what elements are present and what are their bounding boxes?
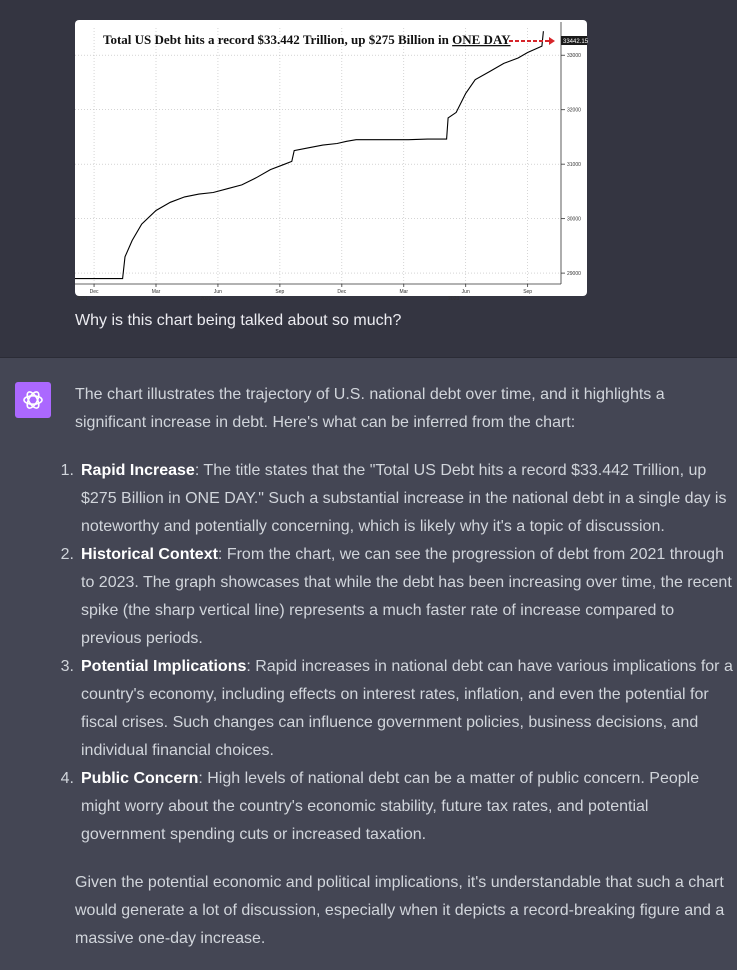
debt-chart [75,20,589,302]
x-tick-label: Sep [275,289,285,295]
point-title: Public Concern [81,770,199,787]
answer-intro: The chart illustrates the trajectory of U.S. national debt over time, and it highlights a significant increase in debt. Here's what can be inferred from the chart: [75,386,665,431]
point-title: Historical Context [81,546,218,563]
user-message [0,0,737,358]
y-tick-label: 32000 [567,107,581,114]
point-title: Rapid Increase [81,462,195,479]
list-item [60,541,737,653]
x-year-label: 2023 [448,296,460,302]
chart-title [103,32,511,47]
point-body: : The title states that the "Total US Debt hits a record $33.442 Trillion, up $275 Billion in ONE DAY." Such a substantial increase in the national debt in a single day is noteworthy and potentially concerning, which is likely why it's a topic of discussion. [81,462,727,535]
openai-logo-icon [21,388,45,412]
y-tick-label: 33000 [567,53,581,60]
list-number: 4. [60,770,74,787]
list-number: 3. [60,658,74,675]
x-tick-label: Sep [523,289,533,295]
list-item [60,457,737,541]
assistant-answer [60,381,737,953]
point-body: : High levels of national debt can be a matter of public concern. People might worry about the country's economic stability, future tax rates, and potential government spending cuts or increased taxation. [81,770,700,843]
chart-title-emphasis: ONE DAY [452,32,511,47]
chart-image[interactable] [75,20,589,302]
y-tick-label: 30000 [567,216,581,223]
last-value-label: 33442.15 [563,39,589,45]
x-year-label: 2022 [200,296,212,302]
list-item [60,765,737,849]
x-year-label: 2021 [76,296,88,302]
last-value-badge [561,36,589,45]
series-line [75,31,543,278]
answer-points [60,457,737,849]
y-tick-label: 31000 [567,162,581,169]
user-question: Why is this chart being talked about so much? [75,312,402,329]
x-tick-label: Jun [461,289,470,295]
x-tick-label: Mar [399,289,409,295]
list-number: 1. [60,462,74,479]
list-number: 2. [60,546,74,563]
x-tick-label: Dec [89,289,99,295]
point-body: : Rapid increases in national debt can have various implications for a country's economy, including effects on interest rates, inflation, and even the potential for fiscal crises. Such changes can influence government policies, business decisions, and individual financial choices. [81,658,733,759]
point-body: : From the chart, we can see the progression of debt from 2021 through to 2023. The graph showcases that while the debt has been increasing over time, the recent spike (the sharp vertical line) represents a much faster rate of increase compared to previous periods. [81,546,732,647]
assistant-message [0,358,737,970]
x-tick-label: Mar [151,289,161,295]
annotation-arrowhead [549,37,555,45]
x-tick-label: Dec [337,289,347,295]
list-item [60,653,737,765]
assistant-avatar [15,382,51,418]
x-tick-label: Jun [213,289,222,295]
chart-title-prefix: Total US Debt hits a record $33.442 Trillion, up $275 Billion in [103,32,453,47]
y-tick-label: 29000 [567,271,581,278]
answer-closing: Given the potential economic and political implications, it's understandable that such a chart would generate a lot of discussion, especially when it depicts a record-breaking figure and a massive one-day increase. [75,874,725,947]
point-title: Potential Implications [81,658,247,675]
